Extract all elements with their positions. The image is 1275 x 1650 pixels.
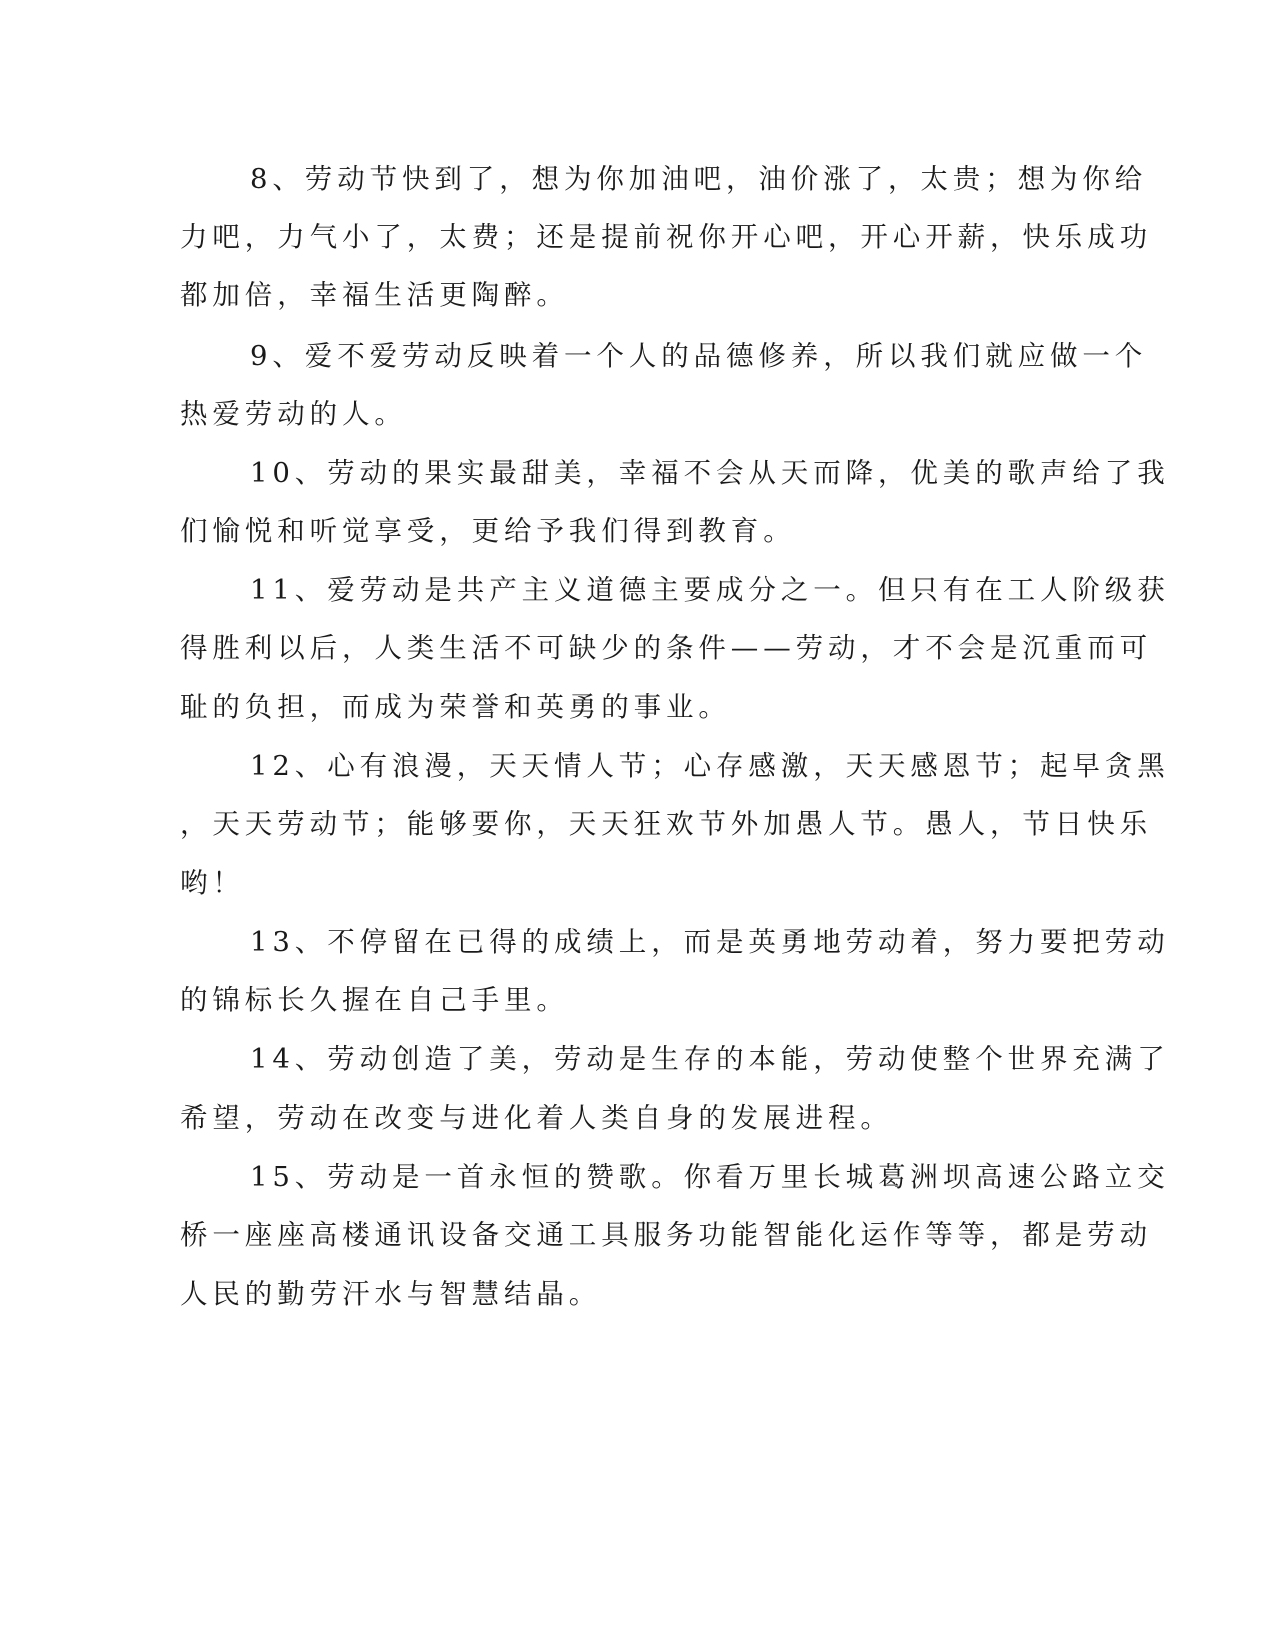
- paragraph-10-line-1: 10、劳动的果实最甜美，幸福不会从天而降，优美的歌声给了我: [250, 457, 1170, 489]
- paragraph-14-line-1: 14、劳动创造了美，劳动是生存的本能，劳动使整个世界充满了: [250, 1043, 1170, 1075]
- paragraph-13-line-1: 13、不停留在已得的成绩上，而是英勇地劳动着，努力要把劳动: [250, 926, 1170, 958]
- paragraph-14-line-2: 希望，劳动在改变与进化着人类自身的发展进程。: [180, 1102, 893, 1134]
- paragraph-12-line-2: ，天天劳动节；能够要你，天天狂欢节外加愚人节。愚人，节日快乐: [180, 808, 1152, 840]
- paragraph-11-line-2: 得胜利以后，人类生活不可缺少的条件——劳动，才不会是沉重而可: [180, 632, 1152, 664]
- paragraph-15-line-1: 15、劳动是一首永恒的赞歌。你看万里长城葛洲坝高速公路立交: [250, 1161, 1170, 1193]
- paragraph-15-line-3: 人民的勤劳汗水与智慧结晶。: [180, 1278, 602, 1310]
- paragraph-8-line-1: 8、劳动节快到了，想为你加油吧，油价涨了，太贵；想为你给: [250, 163, 1148, 195]
- paragraph-8-line-3: 都加倍，幸福生活更陶醉。: [180, 279, 569, 311]
- paragraph-11-line-1: 11、爱劳动是共产主义道德主要成分之一。但只有在工人阶级获: [250, 574, 1170, 606]
- paragraph-12-line-1: 12、心有浪漫，天天情人节；心存感激，天天感恩节；起早贪黑: [250, 750, 1170, 782]
- paragraph-13-line-2: 的锦标长久握在自己手里。: [180, 984, 569, 1016]
- paragraph-9-line-2: 热爱劳动的人。: [180, 398, 407, 430]
- paragraph-11-line-3: 耻的负担，而成为荣誉和英勇的事业。: [180, 691, 731, 723]
- paragraph-8-line-2: 力吧，力气小了，太费；还是提前祝你开心吧，开心开薪，快乐成功: [180, 221, 1152, 253]
- paragraph-10-line-2: 们愉悦和听觉享受，更给予我们得到教育。: [180, 515, 796, 547]
- paragraph-12-line-3: 哟！: [180, 867, 245, 899]
- paragraph-9-line-1: 9、爱不爱劳动反映着一个人的品德修养，所以我们就应做一个: [250, 340, 1148, 372]
- paragraph-15-line-2: 桥一座座高楼通讯设备交通工具服务功能智能化运作等等，都是劳动: [180, 1219, 1152, 1251]
